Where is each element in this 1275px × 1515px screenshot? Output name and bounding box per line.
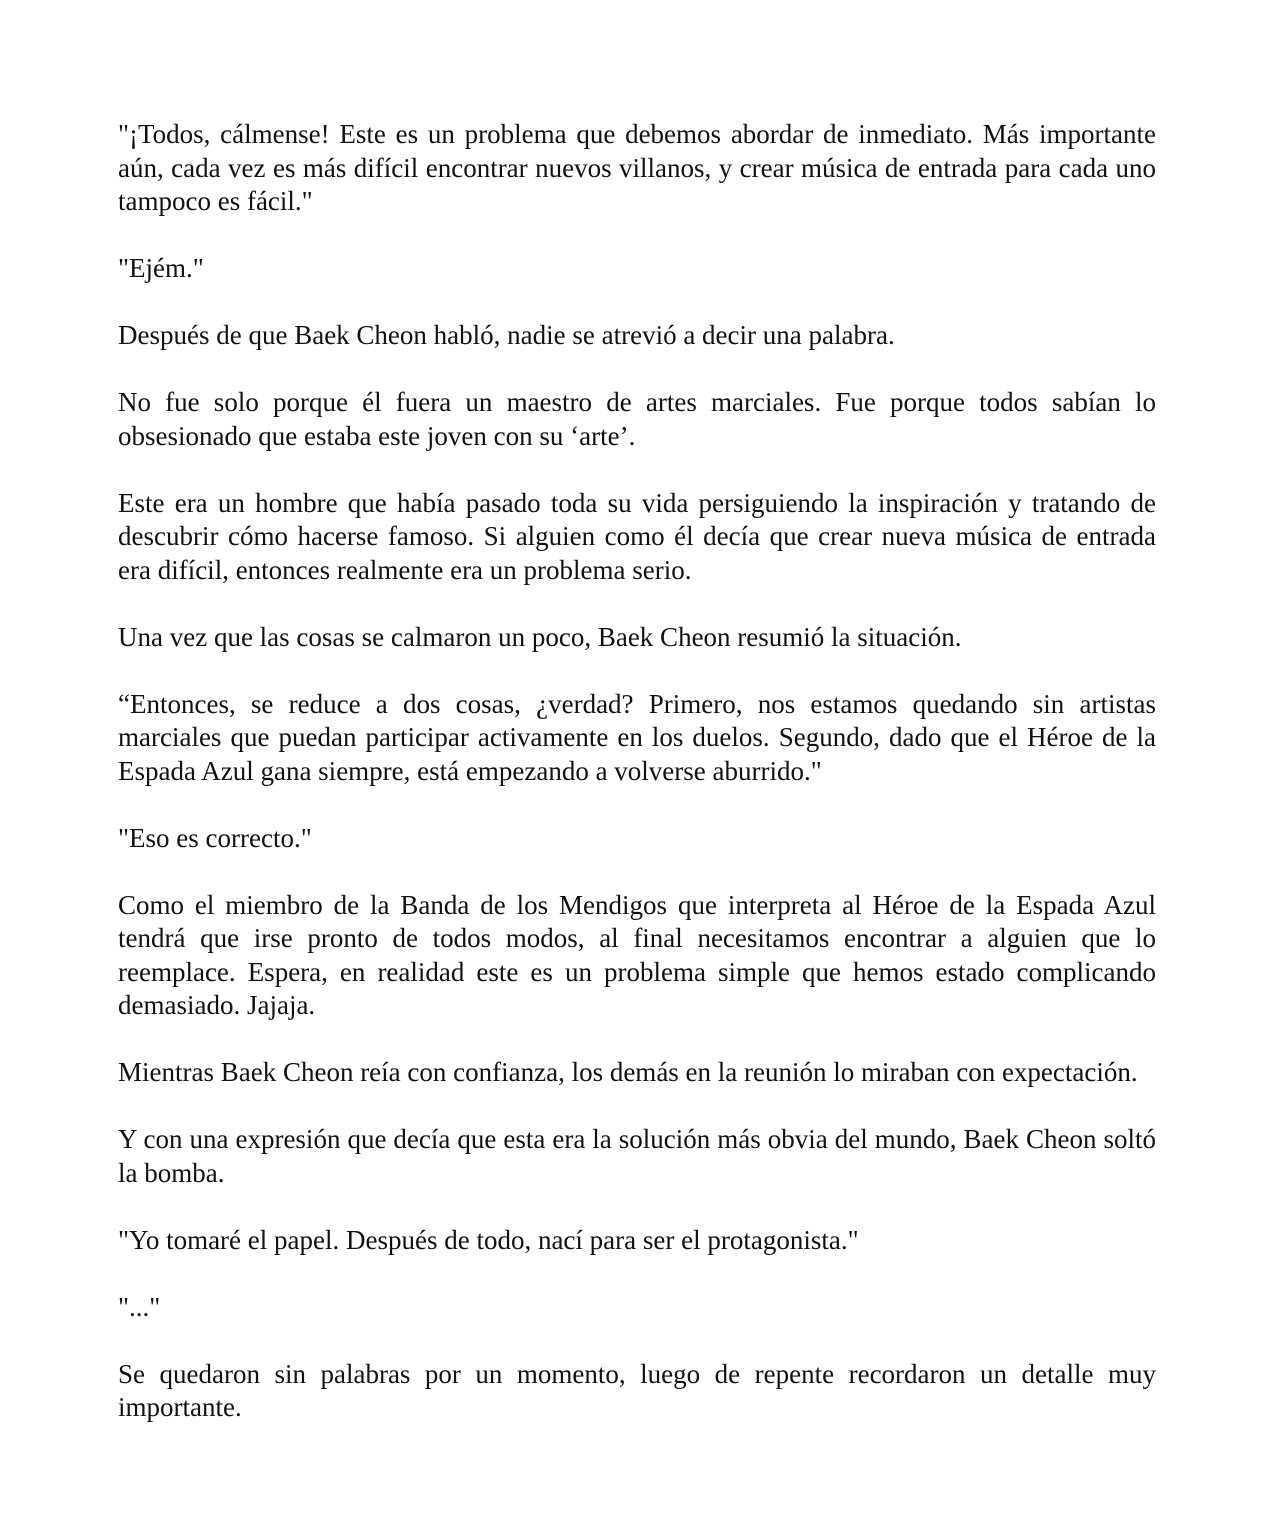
paragraph-5: Este era un hombre que había pasado toda su vida persiguiendo la inspiración y tratando de descubrir cómo hacerse famoso. Si alguien como él decía que crear nueva música de entrada era difícil, entonces realmente era un problema serio. bbox=[118, 487, 1156, 585]
paragraph-1: "¡Todos, cálmense! Este es un problema que debemos abordar de inmediato. Más importante aún, cada vez es más difícil encontrar nuevos villanos, y crear música de entrada para cada uno tampoco es fácil." bbox=[118, 119, 1156, 216]
paragraph-7: “Entonces, se reduce a dos cosas, ¿verdad? Primero, nos estamos quedando sin artistas marciales que puedan participar activamente en los duelos. Segundo, dado que el Héroe de la Espada Azul gana siempre, está empezando a volverse aburrido." bbox=[118, 688, 1156, 786]
paragraph-13: "..." bbox=[118, 1291, 161, 1322]
paragraph-10: Mientras Baek Cheon reía con confianza, los demás en la reunión lo miraban con expectación. bbox=[118, 1057, 1138, 1087]
paragraph-9: Como el miembro de la Banda de los Mendigos que interpreta al Héroe de la Espada Azul tendrá que irse pronto de todos modos, al final necesitamos encontrar a alguien que lo reemplace. Espera, en realidad este es un problema simple que hemos estado complicando demasiado. Jajaja. bbox=[118, 889, 1156, 1020]
paragraph-8: "Eso es correcto." bbox=[118, 822, 312, 853]
paragraph-6: Una vez que las cosas se calmaron un poco, Baek Cheon resumió la situación. bbox=[118, 621, 962, 652]
paragraph-14: Se quedaron sin palabras por un momento, luego de repente recordaron un detalle muy importante. bbox=[118, 1358, 1156, 1422]
paragraph-4: No fue solo porque él fuera un maestro de artes marciales. Fue porque todos sabían lo obsesionado que estaba este joven con su ‘arte’. bbox=[118, 387, 1156, 451]
paragraph-12: "Yo tomaré el papel. Después de todo, nací para ser el protagonista." bbox=[118, 1224, 859, 1255]
document-page bbox=[118, 118, 1156, 1425]
paragraph-3: Después de que Baek Cheon habló, nadie se atrevió a decir una palabra. bbox=[118, 320, 895, 350]
paragraph-11: Y con una expresión que decía que esta era la solución más obvia del mundo, Baek Cheon soltó la bomba. bbox=[118, 1124, 1156, 1188]
paragraph-2: "Ejém." bbox=[118, 253, 204, 283]
